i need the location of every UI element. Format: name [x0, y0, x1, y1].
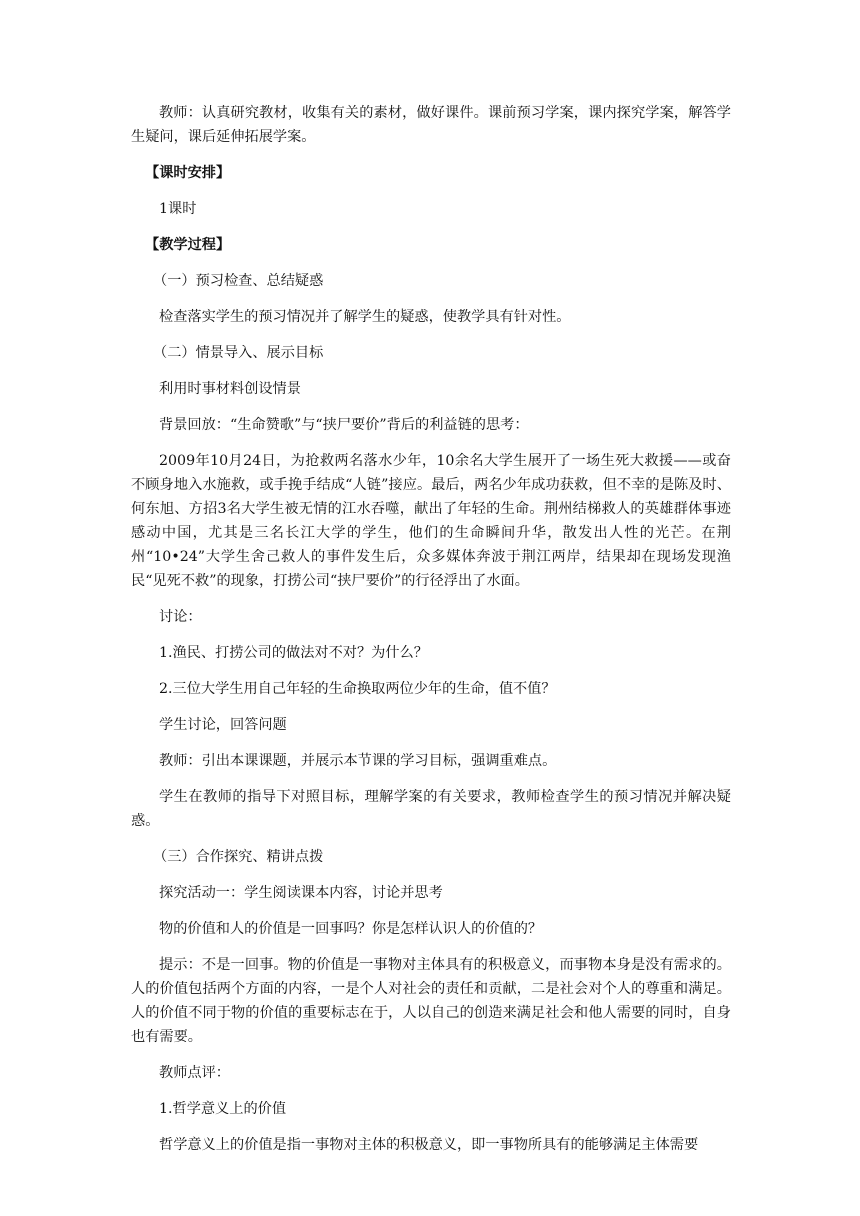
paragraph-question-2: 2.三位大学生用自己年轻的生命换取两位少年的生命，值不值？: [159, 681, 556, 697]
paragraph-discussion-label: 讨论：: [159, 609, 202, 625]
paragraph-subheading-value: 1.哲学意义上的价值: [159, 1101, 287, 1117]
paragraph-hint: 提示：不是一回事。物的价值是一事物对主体具有的积极意义，而事物本身是没有需求的。人的价值包括两个方面的内容，一是个人对社会的责任和贡献，二是社会对个人的尊重和满足。人的价值不同于物的价值的重要标志在于，人以自己的创造来满足社会和他人需要的同时，自身也有需要。: [131, 957, 731, 1045]
heading-teaching-process: 【教学过程】: [145, 237, 231, 253]
paragraph-preview-check: 检查落实学生的预习情况并了解学生的疑惑，使教学具有针对性。: [159, 309, 571, 325]
step-three-title: （三）合作探究、精讲点拨: [153, 849, 324, 865]
paragraph-scenario: 利用时事材料创设情景: [159, 381, 301, 397]
heading-lesson-schedule: 【课时安排】: [145, 165, 231, 181]
document-body: [131, 101, 731, 1169]
paragraph-value-definition: 哲学意义上的价值是指一事物对主体的积极意义，即一事物所具有的能够满足主体需要: [159, 1137, 699, 1153]
paragraph-event-story: 2009年10月24日，为抢救两名落水少年，10余名大学生展开了一场生死大救援——或奋不顾身地入水施救，或手挽手结成“人链”接应。最后，两名少年成功获救，但不幸的是陈及时、何东旭、方招3名大学生被无情的江水吞噬，献出了年轻的生命。荆州结梯救人的英雄群体事迹感动中国，尤其是三名长江大学的学生，他们的生命瞬间升华，散发出人性的光芒。在荆州“10•24”大学生舍己救人的事件发生后，众多媒体奔波于荆江两岸，结果却在现场发现渔民“见死不救”的现象，打捞公司“挟尸要价”的行径浮出了水面。: [131, 453, 731, 589]
step-two-title: （二）情景导入、展示目标: [153, 345, 324, 361]
paragraph-question-1: 1.渔民、打捞公司的做法对不对？为什么？: [159, 645, 428, 661]
paragraph-teacher-intro: 教师：引出本课课题，并展示本节课的学习目标，强调重难点。: [159, 753, 557, 769]
paragraph-background: 背景回放：“生命赞歌”与“挟尸要价”背后的利益链的思考：: [159, 417, 529, 433]
paragraph-student-discussion: 学生讨论，回答问题: [159, 717, 287, 733]
paragraph-activity-one: 探究活动一：学生阅读课本内容，讨论并思考: [159, 885, 443, 901]
paragraph-lesson-count: 1课时: [159, 201, 197, 217]
paragraph-value-question: 物的价值和人的价值是一回事吗？你是怎样认识人的价值的？: [159, 921, 543, 937]
paragraph-teacher-comment: 教师点评：: [159, 1065, 230, 1081]
step-one-title: （一）预习检查、总结疑惑: [153, 273, 324, 289]
paragraph-student-goals: 学生在教师的指导下对照目标，理解学案的有关要求，教师检查学生的预习情况并解决疑惑。: [131, 789, 731, 829]
paragraph-teacher-prep: 教师：认真研究教材，收集有关的素材，做好课件。课前预习学案，课内探究学案，解答学生疑问，课后延伸拓展学案。: [131, 105, 731, 145]
